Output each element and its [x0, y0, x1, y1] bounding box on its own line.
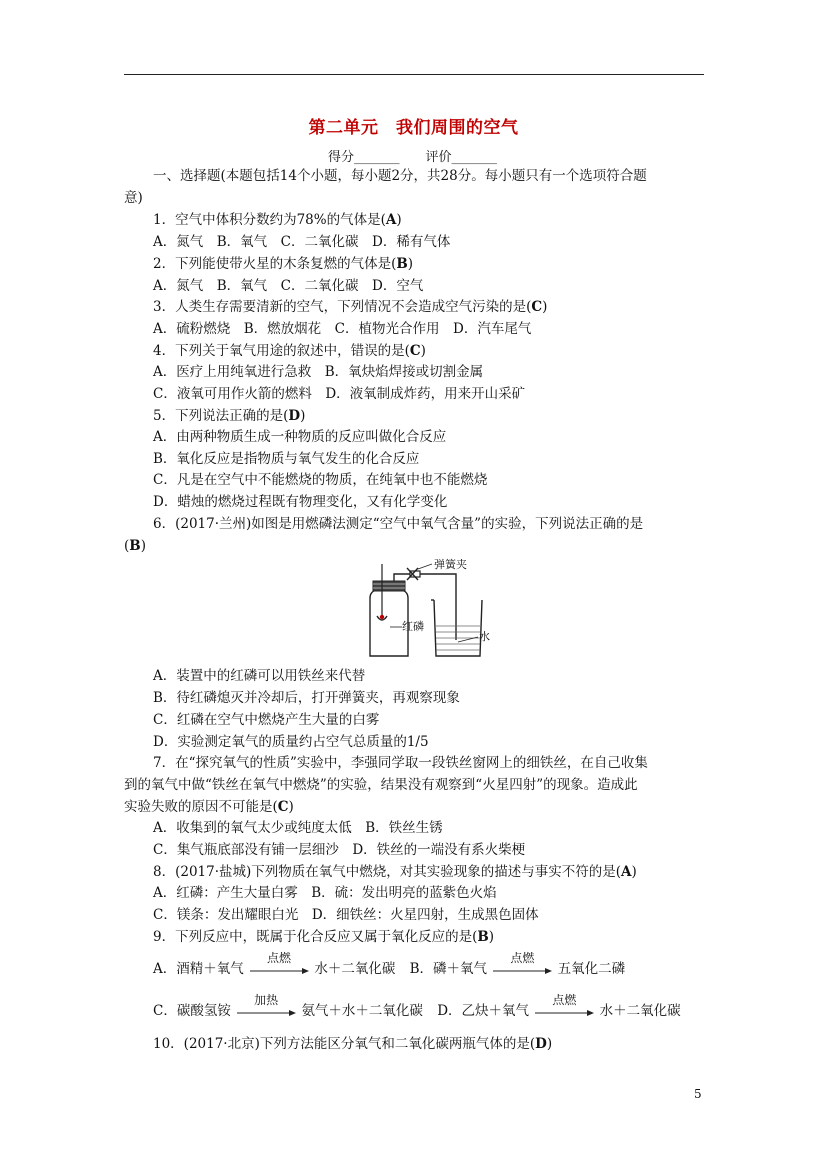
q1-options: A．氮气 B．氧气 C．二氧化碳 D．稀有气体: [153, 234, 451, 250]
q4-options-1: A．医疗上用纯氧进行急救 B．氧炔焰焊接或切割金属: [153, 364, 484, 380]
q9-a-condition: 点燃: [267, 950, 292, 965]
q6-open: (: [124, 538, 130, 554]
q5-stem: [153, 407, 305, 425]
q9-d-right: 水＋二氧化碳: [599, 1003, 681, 1019]
q5-answer: D: [288, 408, 301, 424]
q6-option-d: D．实验测定氧气的质量约占空气总质量的1/5: [153, 734, 429, 750]
q3-stem: [153, 298, 547, 316]
reaction-arrow-icon: [248, 968, 310, 974]
red-phosphorus: [380, 615, 384, 619]
q9-c-arrow: [235, 992, 297, 1021]
q6-option-c: C．红磷在空气中燃烧产生大量的白雾: [153, 712, 380, 728]
q9-stem: [153, 928, 494, 946]
q9-options-cd: [153, 992, 681, 1021]
beaker: [434, 600, 482, 656]
q1-answer: A: [385, 212, 397, 228]
q7-close: ): [288, 799, 294, 815]
q9-b-condition: 点燃: [510, 950, 535, 965]
q9-a-left: A．酒精＋氧气: [153, 961, 244, 977]
q7-line-3: [124, 798, 294, 816]
q10-stem: [153, 1035, 552, 1053]
q3-close: ): [542, 299, 548, 315]
q4-stem: [153, 342, 426, 360]
q9-answer: B: [477, 929, 489, 945]
q7-line-1: 7．在“探究氧气的性质”实验中，李强同学取一段铁丝窗网上的细铁丝，在自己收集: [153, 755, 648, 771]
q2-answer: B: [396, 256, 408, 272]
q9-d-condition: 点燃: [552, 992, 577, 1007]
q8-answer: A: [621, 864, 632, 880]
q3-stem-text: 3．人类生存需要清新的空气，下列情况不会造成空气污染的是(: [153, 299, 532, 315]
q7-line-2: 到的氧气中做“铁丝在氧气中燃烧”的实验，结果没有观察到“火星四射”的现象。造成此: [124, 777, 638, 793]
q2-options: A．氮气 B．氧气 C．二氧化碳 D．空气: [153, 278, 424, 294]
q9-stem-text: 9．下列反应中，既属于化合反应又属于氧化反应的是(: [153, 929, 478, 945]
q9-d-left: D．乙炔＋氧气: [437, 1003, 530, 1019]
q6-close: ): [140, 538, 146, 554]
q9-c-condition: 加热: [254, 992, 279, 1007]
q3-options: A．硫粉燃烧 B．燃放烟花 C．植物光合作用 D．汽车尾气: [153, 321, 532, 337]
section-intro-line-2: 意): [124, 190, 143, 206]
page-number: 5: [694, 1087, 702, 1101]
q10-stem-text: 10．(2017·北京)下列方法能区分氧气和二氧化碳两瓶气体的是(: [153, 1036, 536, 1052]
q2-close: ): [407, 256, 414, 272]
q9-c-left: C．碳酸氢铵: [153, 1003, 231, 1019]
reaction-arrow-icon: [491, 968, 553, 974]
q6-option-a: A．装置中的红磷可以用铁丝来代替: [153, 668, 366, 684]
q5-option-d: D．蜡烛的燃烧过程既有物理变化，又有化学变化: [153, 494, 448, 510]
q9-b-left: B．磷＋氧气: [409, 961, 488, 977]
q9-a-right: 水＋二氧化碳: [314, 961, 396, 977]
q8-stem-text: 8．(2017·盐城)下列物质在氧气中燃烧，对其实验现象的描述与事实不符的是(: [153, 864, 622, 880]
label-water: 水: [479, 630, 490, 643]
q5-stem-text: 5．下列说法正确的是(: [153, 408, 289, 424]
q9-c-right: 氨气＋水＋二氧化碳: [301, 1003, 423, 1019]
q4-answer: C: [409, 343, 421, 359]
score-line: 得分_______ 评价_______: [328, 150, 498, 165]
q6-stem: 6．(2017·兰州)如图是用燃磷法测定“空气中氧气含量”的实验，下列说法正确的是: [153, 516, 644, 532]
q8-options-1: A．红磷：产生大量白雾 B．硫：发出明亮的蓝紫色火焰: [153, 885, 497, 901]
phosphorus-experiment-figure: [352, 560, 502, 666]
q4-close: ): [420, 343, 426, 359]
q2-stem: [153, 255, 413, 273]
q3-answer: C: [531, 299, 543, 315]
q5-option-b: B．氧化反应是指物质与氧气发生的化合反应: [153, 451, 420, 467]
label-phosphorus: 红磷: [402, 620, 424, 633]
q9-b-arrow: [491, 950, 553, 979]
q9-a-arrow: [248, 950, 310, 979]
q1-stem-text: 1．空气中体积分数约为78%的气体是(: [153, 212, 386, 228]
q7-options-1: A．收集到的氧气太少或纯度太低 B．铁丝生锈: [153, 820, 443, 836]
unit-title: 第二单元 我们周围的空气: [308, 118, 519, 138]
reaction-arrow-icon: [533, 1010, 595, 1016]
q4-options-2: C．液氧可用作火箭的燃料 D．液氧制成炸药，用来开山采矿: [153, 386, 526, 402]
q10-close: ): [546, 1036, 553, 1052]
bottle-stopper: [373, 581, 405, 591]
section-intro-line-1: 一、选择题(本题包括14个小题，每小题2分，共28分。每小题只有一个选项符合题: [153, 168, 647, 184]
q9-close: ): [488, 929, 495, 945]
q5-option-a: A．由两种物质生成一种物质的反应叫做化合反应: [153, 429, 447, 445]
q9-d-arrow: [533, 992, 595, 1021]
q2-stem-text: 2．下列能使带火星的木条复燃的气体是(: [153, 256, 397, 272]
q6-answer: B: [129, 538, 141, 554]
q5-option-c: C．凡是在空气中不能燃烧的物质，在纯氧中也不能燃烧: [153, 472, 488, 488]
q7-options-2: C．集气瓶底部没有铺一层细沙 D．铁丝的一端没有系火柴梗: [153, 842, 526, 858]
q1-close: ): [396, 212, 402, 228]
q1-stem: [153, 211, 402, 229]
q8-options-2: C．镁条：发出耀眼白光 D．细铁丝：火星四射，生成黑色固体: [153, 907, 539, 923]
label-clamp: 弹簧夹: [434, 558, 467, 571]
q9-b-right: 五氧化二磷: [557, 961, 626, 977]
reaction-arrow-icon: [235, 1010, 297, 1016]
q9-options-ab: [153, 950, 626, 979]
q7-answer: C: [277, 799, 289, 815]
q7-line-3-text: 实验失败的原因不可能是(: [124, 799, 278, 815]
q4-stem-text: 4．下列关于氧气用途的叙述中，错误的是(: [153, 343, 410, 359]
q10-answer: D: [535, 1036, 547, 1052]
header-rule: [124, 74, 704, 75]
q8-close: ): [631, 864, 637, 880]
q5-close: ): [300, 408, 306, 424]
q6-option-b: B．待红磷熄灭并冷却后，打开弹簧夹，再观察现象: [153, 690, 460, 706]
q6-answer-line: [124, 537, 146, 555]
apparatus-diagram: [352, 560, 502, 662]
q8-stem: [153, 863, 637, 881]
